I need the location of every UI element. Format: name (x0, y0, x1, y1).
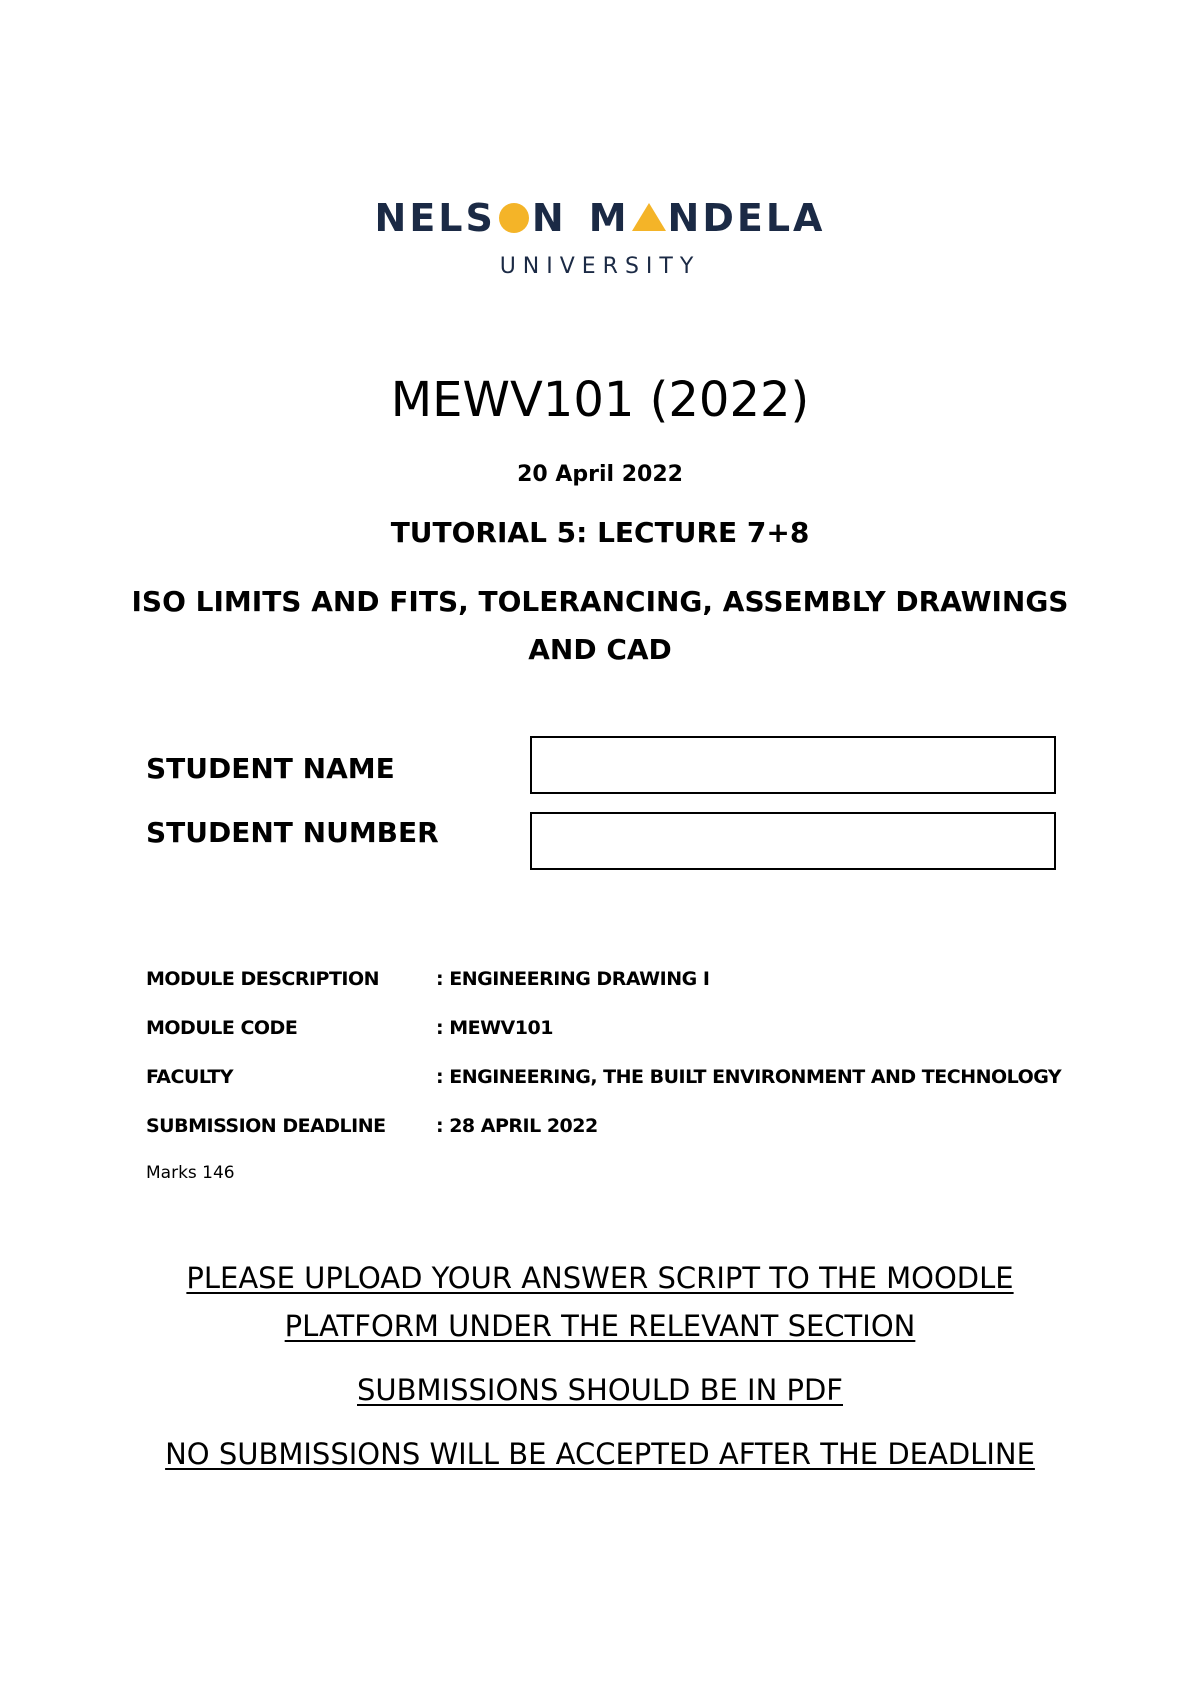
module-description-label: MODULE DESCRIPTION (146, 968, 380, 990)
upload-notice (0, 1254, 1200, 1350)
logo-sun-dot-icon (499, 203, 529, 233)
topic-line-1: ISO LIMITS AND FITS, TOLERANCING, ASSEMBLY DRAWINGS (131, 585, 1069, 618)
deadline-notice: NO SUBMISSIONS WILL BE ACCEPTED AFTER THE DEADLINE (165, 1437, 1035, 1471)
course-title: MEWV101 (2022) (390, 372, 810, 428)
logo-text-ndela: NDELA (667, 196, 826, 240)
submission-deadline-value: : 28 APRIL 2022 (436, 1115, 598, 1137)
tutorial-title: TUTORIAL 5: LECTURE 7+8 (390, 516, 810, 549)
logo-subtitle: UNIVERSITY (499, 254, 701, 279)
faculty-value: : ENGINEERING, THE BUILT ENVIRONMENT AND TECHNOLOGY (436, 1066, 1062, 1088)
logo-wordmark (300, 196, 900, 240)
tutorial-topic (0, 578, 1200, 674)
submission-deadline-label: SUBMISSION DEADLINE (146, 1115, 386, 1137)
logo-text-nels: NELS (374, 196, 496, 240)
module-code-value: : MEWV101 (436, 1017, 553, 1039)
student-name-field[interactable] (530, 736, 1056, 794)
module-code-label: MODULE CODE (146, 1017, 298, 1039)
logo-text-n: N (531, 196, 567, 240)
student-number-label: STUDENT NUMBER (146, 816, 439, 849)
topic-line-2: AND CAD (528, 633, 672, 666)
university-logo (300, 196, 900, 296)
pdf-notice: SUBMISSIONS SHOULD BE IN PDF (357, 1373, 843, 1407)
total-marks: Marks 146 (146, 1163, 235, 1183)
faculty-label: FACULTY (146, 1066, 234, 1088)
module-description-value: : ENGINEERING DRAWING I (436, 968, 710, 990)
upload-notice-line-1: PLEASE UPLOAD YOUR ANSWER SCRIPT TO THE MOODLE (186, 1261, 1014, 1295)
tutorial-date: 20 April 2022 (517, 462, 683, 487)
student-name-label: STUDENT NAME (146, 752, 395, 785)
student-number-field[interactable] (530, 812, 1056, 870)
logo-triangle-icon (632, 203, 666, 231)
upload-notice-line-2: PLATFORM UNDER THE RELEVANT SECTION (284, 1309, 916, 1343)
logo-text-m: M (588, 196, 630, 240)
